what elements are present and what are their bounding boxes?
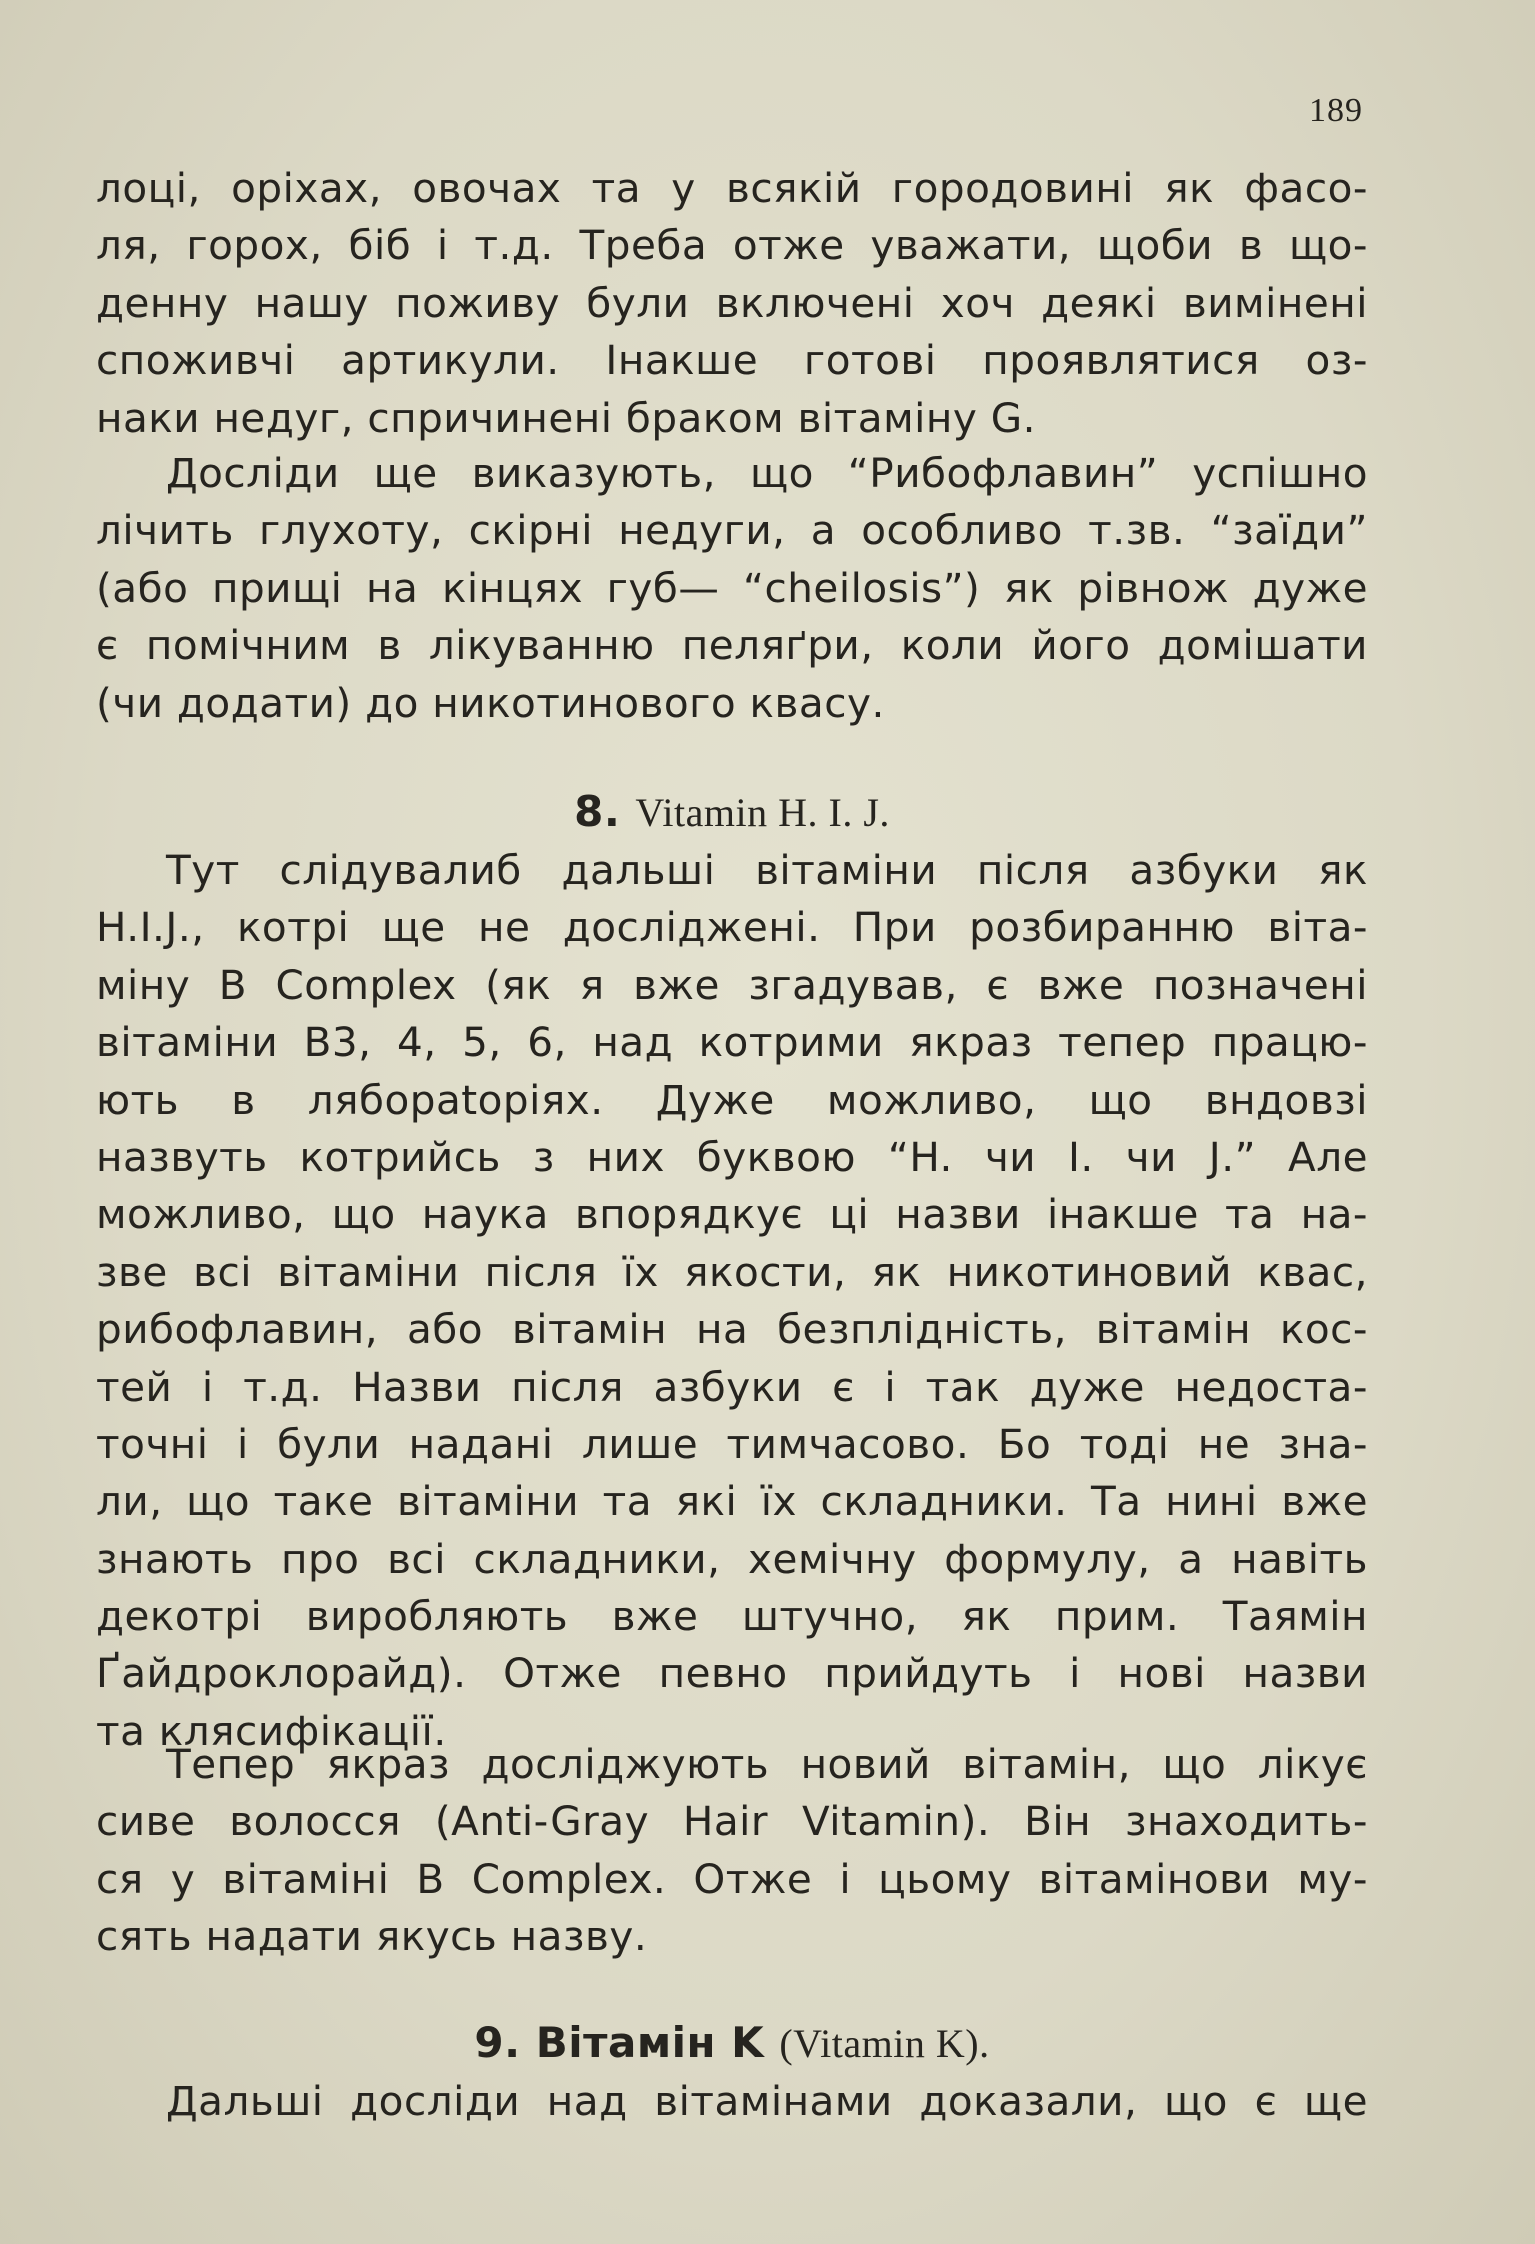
text-line: ли, що таке вітаміни та які їх складники. Та нині вже	[96, 1477, 1368, 1526]
text-line: Досліди ще виказують, що “Рибофлавин” успішно	[166, 449, 1368, 497]
text-line: Дальші досліди над вітамінами доказали, що є ще	[166, 2077, 1368, 2125]
paragraph-5	[96, 2073, 1368, 2130]
section-heading-8	[96, 787, 1368, 836]
paragraph-1	[96, 160, 1368, 447]
section-title: 9. Вітамін K	[474, 2018, 765, 2067]
text-line: (чи додати) до никотинового квасу.	[96, 678, 885, 727]
text-line: споживчі артикули. Інакше готові проявлятися оз-	[96, 336, 1368, 385]
text-line: зве всі вітаміни після їх якости, як никотиновий квас,	[96, 1247, 1368, 1296]
text-line: рибофлавин, або вітамін на безплідність, вітамін кос-	[96, 1305, 1368, 1354]
text-line: лоці, оріхах, овочах та у всякій городовині як фасо-	[96, 164, 1368, 212]
text-line: та клясифікації.	[96, 1706, 447, 1755]
text-line: сиве волосся (Anti-Gray Hair Vitamin). Він знаходить-	[96, 1797, 1368, 1846]
section-number: 8.	[574, 787, 621, 836]
paragraph-2	[96, 445, 1368, 732]
text-line: декотрі виробляють вже штучно, як прим. Таямін	[96, 1592, 1368, 1641]
text-line: міну B Complex (як я вже згадував, є вже позначені	[96, 960, 1368, 1009]
text-line: денну нашу поживу були включені хоч деякі вимінені	[96, 278, 1368, 327]
text-line: точні і були надані лише тимчасово. Бо тоді не зна-	[96, 1419, 1368, 1468]
text-line: (або прищі на кінцях губ— “cheilosis”) як рівнож дуже	[96, 563, 1368, 612]
section-title-latin: (Vitamin K).	[779, 2021, 990, 2066]
text-line: сять надати якусь назву.	[96, 1912, 648, 1961]
page-number: 189	[1309, 92, 1363, 129]
text-line: вітаміни B3, 4, 5, 6, над котрими якраз тепер працю-	[96, 1018, 1368, 1067]
text-line: ють в ляборatoріях. Дуже можливо, що вндовзі	[96, 1075, 1368, 1124]
text-line: тей і т.д. Назви після азбуки є і так дуже недоста-	[96, 1362, 1368, 1411]
text-line: назвуть котрийсь з них буквою “H. чи I. чи J.” Але	[96, 1132, 1368, 1181]
text-line: наки недуг, спричинені браком вітаміну G.	[96, 393, 1036, 442]
text-line: ся у вітаміні B Complex. Отже і цьому вітамінови му-	[96, 1854, 1368, 1903]
text-line: можливо, що наука впорядкує ці назви інакше та на-	[96, 1190, 1368, 1239]
section-title: Vitamin H. I. J.	[635, 790, 890, 835]
text-line: Ґайдроклорайд). Отже певно прийдуть і нові назви	[96, 1649, 1368, 1698]
text-line: Тепер якраз досліджують новий вітамін, що лікує	[166, 1740, 1368, 1788]
text-line: лічить глухоту, скірні недуги, а особливо т.зв. “заїди”	[96, 506, 1368, 555]
text-line: є помічним в лікуванню пеляґри, коли його домішати	[96, 621, 1368, 670]
text-line: Тут слідувалиб дальші вітаміни після азбуки як	[166, 846, 1368, 894]
paragraph-3	[96, 842, 1368, 1760]
section-heading-9	[96, 2018, 1368, 2067]
paragraph-4	[96, 1736, 1368, 1966]
text-line: знають про всі складники, хемічну формулу, а навіть	[96, 1534, 1368, 1583]
text-line: ля, горох, біб і т.д. Треба отже уважати, щоби в що-	[96, 221, 1368, 270]
text-line: H.I.J., котрі ще не досліджені. При розбиранню віта-	[96, 903, 1368, 952]
